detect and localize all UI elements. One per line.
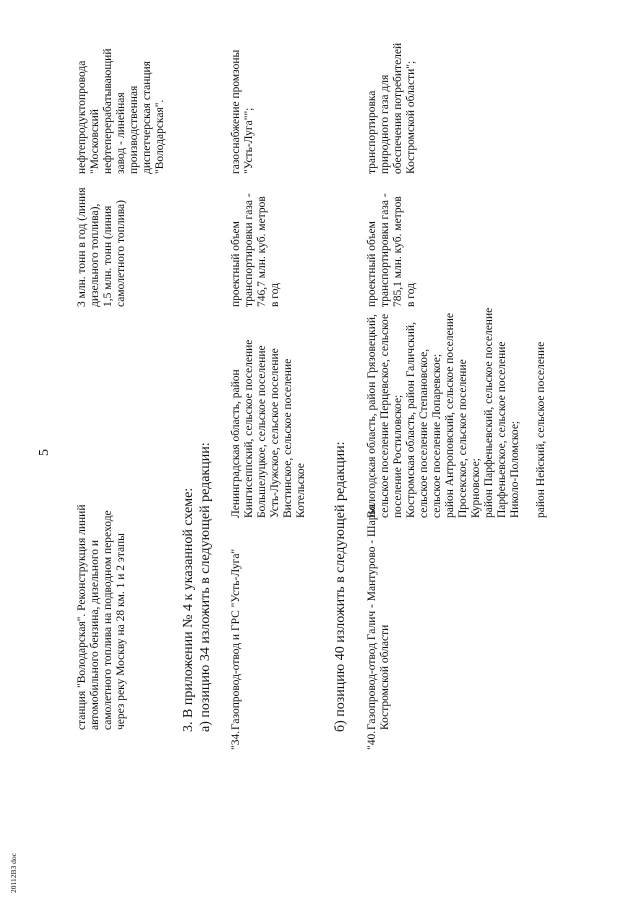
top-purpose-line: "Московский bbox=[89, 109, 101, 174]
row-34-location-line: Усть-Лужское, сельское поселение bbox=[269, 348, 281, 518]
top-left-line: самолетного топлива на подводном переходе bbox=[102, 510, 114, 730]
row-40-location-line: поселение Ростиловское; bbox=[392, 394, 404, 518]
row-40-location-line: сельское поселение Степановское, bbox=[418, 348, 430, 518]
row-34-location-line: Большелуцкое, сельское поселение bbox=[256, 345, 268, 518]
page-number: 5 bbox=[37, 449, 52, 456]
row-34-volume-line: в год bbox=[269, 282, 281, 307]
section-3-heading: 3. В приложении № 4 к указанной схеме: bbox=[181, 487, 196, 732]
row-40-volume-line: проектный объем bbox=[366, 221, 378, 307]
row-40-location-line: Курновское; bbox=[470, 458, 482, 518]
top-purpose-line: нефтепродуктопровода bbox=[76, 60, 88, 174]
row-34-purpose-line: газоснабжение промзоны bbox=[230, 49, 242, 174]
row-34-location-line: Вистинское, сельское поселение bbox=[282, 358, 294, 518]
row-40-volume-line: 785,1 млн. куб. метров bbox=[392, 196, 404, 307]
row-34-volume-line: 746,7 млн. куб. метров bbox=[256, 196, 268, 307]
row-34-location-line: Кингисеппский, сельское поселение bbox=[243, 339, 255, 518]
row-40-purpose-line: Костромской области"; bbox=[405, 60, 417, 174]
footer-code: 20112ВЗ doc bbox=[9, 853, 18, 893]
row-34-volume-line: транспортировки газа - bbox=[243, 193, 255, 307]
row-34-number: "34. bbox=[230, 730, 242, 750]
subsection-a-heading: а) позицию 34 изложить в следующей редакции: bbox=[198, 442, 213, 732]
row-34-name: Газопровод-отвод и ГРС "Усть-Луга" bbox=[230, 548, 242, 730]
row-40-purpose-line: обеспечения потребителей bbox=[392, 42, 404, 174]
top-purpose-line: диспетчерская станция bbox=[141, 61, 153, 174]
top-volume-line: 3 млн. тонн в год (линия bbox=[76, 187, 88, 307]
top-volume-line: 1,5 млн. тонн (линия bbox=[102, 205, 114, 307]
row-40-location-line: Вологодская область, район Грязовецкий, bbox=[366, 314, 378, 518]
row-40-volume-line: транспортировки газа - bbox=[379, 193, 391, 307]
row-40-name-line: Газопровод-отвод Галич - Мантурово - Шарья bbox=[366, 503, 378, 730]
row-34-purpose-line: "Усть-Луга""; bbox=[243, 107, 255, 174]
row-40-location-line: район Антроповский, сельское поселение bbox=[444, 312, 456, 518]
top-left-line: автомобильного бензина, дизельного и bbox=[89, 539, 101, 730]
top-purpose-line: "Володарская". bbox=[154, 99, 166, 174]
row-40-location-line: Костромская область, район Галичский, bbox=[405, 322, 417, 518]
row-40-location-line: Парфеньевское, сельское поселение bbox=[496, 341, 508, 518]
top-purpose-line: нефтеперерабатывающий bbox=[102, 48, 114, 174]
row-40-purpose-line: природного газа для bbox=[379, 74, 391, 174]
row-40-name-line: Костромской области bbox=[379, 624, 391, 730]
row-40-location-line: сельское поселение Лопаревское; bbox=[431, 353, 443, 518]
row-40-location-line: Просекское, сельское поселение bbox=[457, 359, 469, 518]
top-left-line: станция "Володарская". Реконструкция линий bbox=[76, 504, 88, 730]
row-40-purpose-line: транспортировка bbox=[366, 90, 378, 174]
row-34-location-line: Ленинградская область, район bbox=[230, 369, 242, 518]
row-40-location-line: район Парфеньевский, сельское поселение bbox=[483, 307, 495, 518]
top-volume-line: дизельного топлива), bbox=[89, 203, 101, 307]
row-40-location-line: сельское поселение Перцевское, сельское bbox=[379, 313, 391, 518]
row-40-number: "40. bbox=[366, 730, 378, 750]
top-volume-line: самолетного топлива) bbox=[115, 200, 127, 307]
row-34-volume-line: проектный объем bbox=[230, 221, 242, 307]
row-34-location-line: Котельское bbox=[295, 463, 307, 518]
subsection-b-heading: б) позицию 40 изложить в следующей редакции: bbox=[333, 441, 348, 732]
row-40-volume-line: в год bbox=[405, 282, 417, 307]
row-40-location-line: район Нейский, сельское поселение bbox=[535, 341, 547, 518]
top-left-line: через реку Москву на 28 км. 1 и 2 этапы bbox=[115, 533, 127, 730]
row-40-location-line: Николо-Поломское; bbox=[509, 420, 521, 518]
top-purpose-line: производственная bbox=[128, 85, 140, 174]
top-purpose-line: завод - линейная bbox=[115, 92, 127, 174]
